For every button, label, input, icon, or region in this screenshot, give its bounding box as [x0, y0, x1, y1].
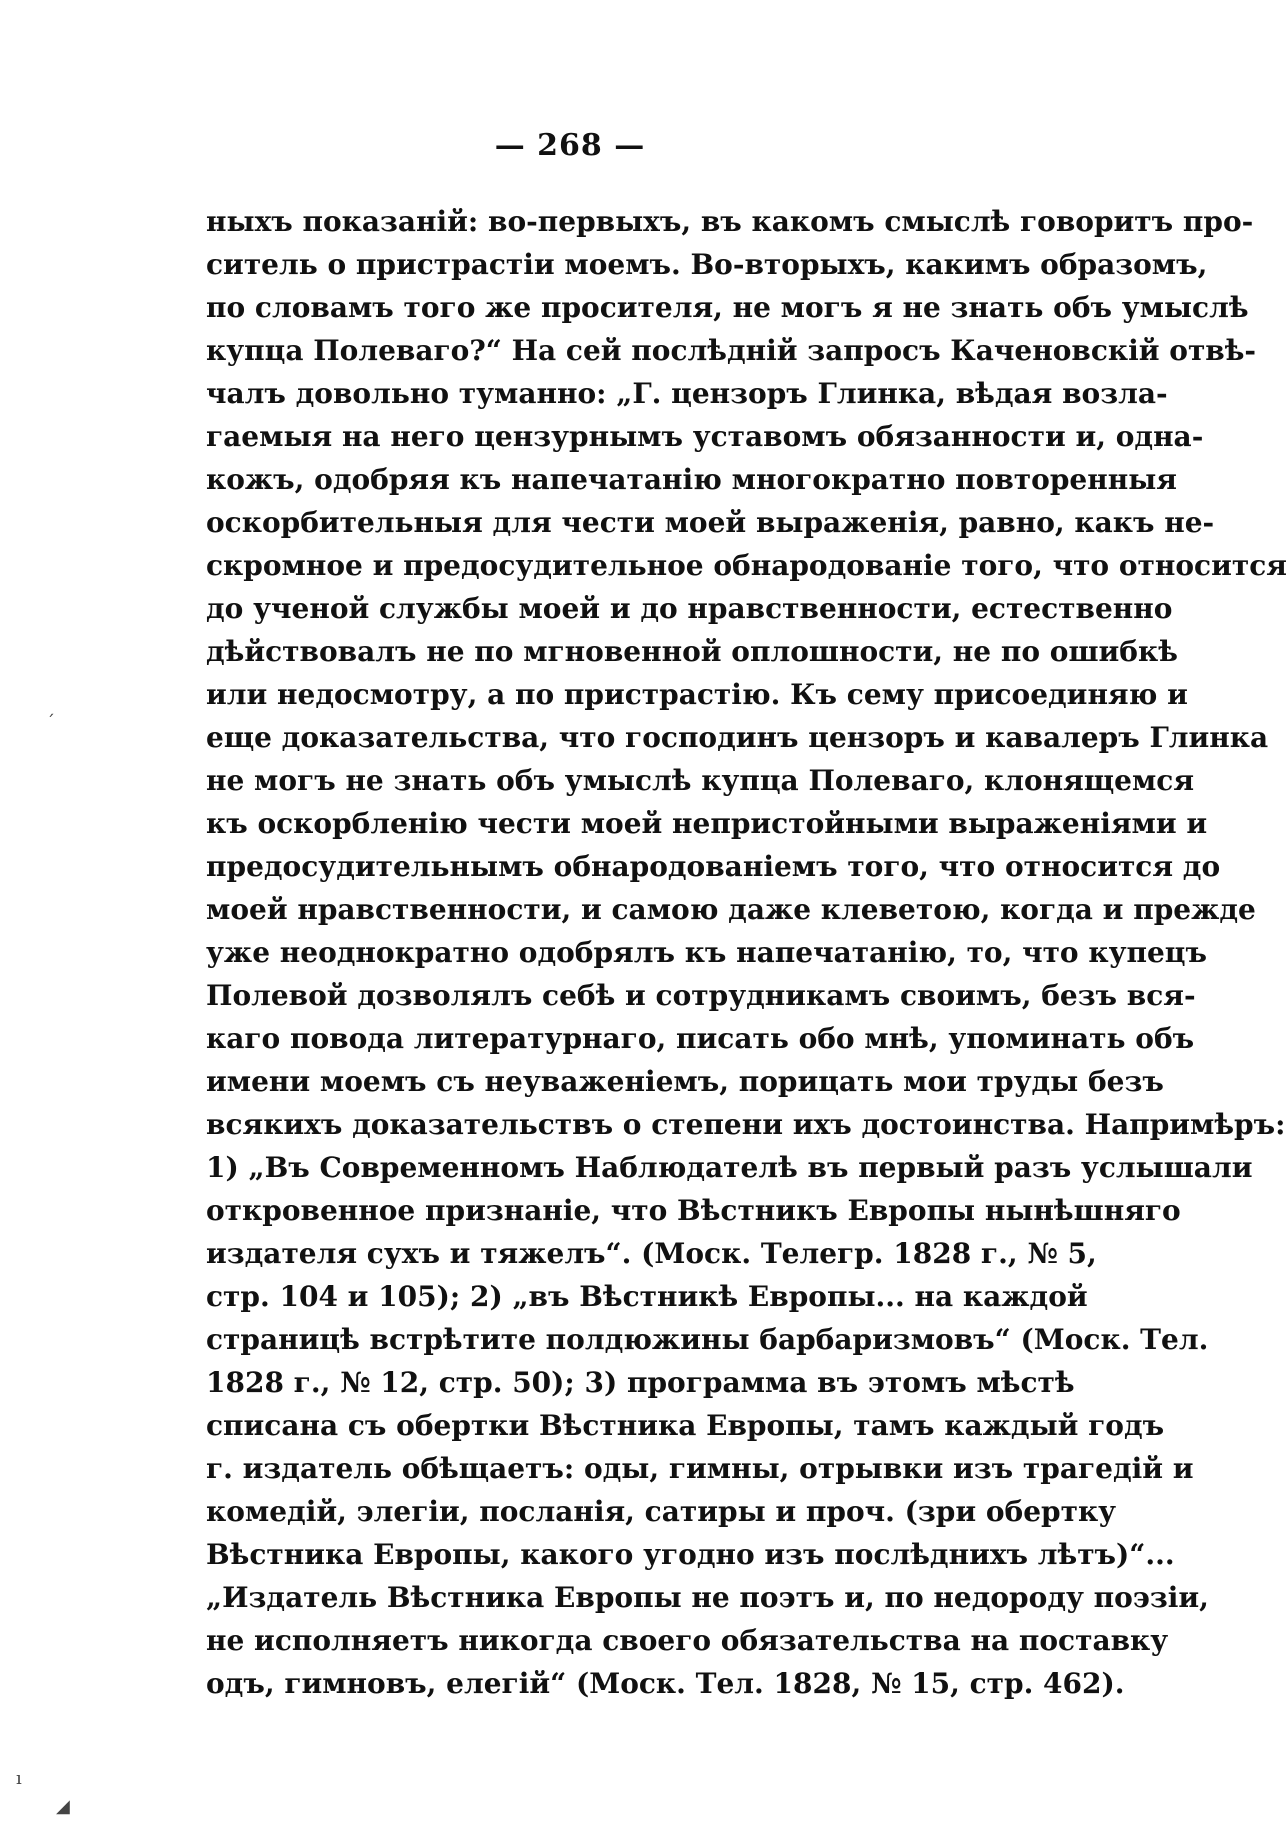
margin-mark: ◢: [56, 1796, 70, 1817]
text-line: уже неоднократно одобрялъ къ напечатанію, то, что купецъ: [206, 936, 1207, 969]
text-line: гаемыя на него цензурнымъ уставомъ обязанности и, одна-: [206, 420, 1204, 453]
text-line: „Издатель Вѣстника Европы не поэтъ и, по недороду поэзіи,: [206, 1581, 1209, 1614]
text-line: г. издатель обѣщаетъ: оды, гимны, отрывки изъ трагедій и: [206, 1452, 1194, 1485]
margin-mark: ı: [16, 1768, 22, 1789]
text-line: стр. 104 и 105); 2) „въ Вѣстникѣ Европы... на каждой: [206, 1280, 1088, 1313]
text-line: 1) „Въ Современномъ Наблюдателѣ въ первый разъ услышали: [206, 1151, 1253, 1184]
text-line: издателя сухъ и тяжелъ“. (Моск. Телегр. 1828 г., № 5,: [206, 1237, 1097, 1270]
body-text: [206, 200, 1287, 1705]
text-line: 1828 г., № 12, стр. 50); 3) программа въ этомъ мѣстѣ: [206, 1366, 1075, 1399]
text-line: кожъ, одобряя къ напечатанію многократно повторенныя: [206, 463, 1177, 496]
text-line: ситель о пристрастіи моемъ. Во-вторыхъ, какимъ образомъ,: [206, 248, 1208, 281]
text-line: страницѣ встрѣтите полдюжины барбаризмовъ“ (Моск. Тел.: [206, 1323, 1209, 1356]
text-line: откровенное признаніе, что Вѣстникъ Европы нынѣшняго: [206, 1194, 1181, 1227]
text-line: или недосмотру, а по пристрастію. Къ сему присоединяю и: [206, 678, 1188, 711]
text-line: по словамъ того же просителя, не могъ я не знать объ умыслѣ: [206, 291, 1249, 324]
page-number: — 268 —: [494, 128, 646, 163]
text-line: дѣйствовалъ не по мгновенной оплошности, не по ошибкѣ: [206, 635, 1178, 668]
text-line: списана съ обертки Вѣстника Европы, тамъ каждый годъ: [206, 1409, 1165, 1442]
text-line: всякихъ доказательствъ о степени ихъ достоинства. Напримѣръ:: [206, 1108, 1286, 1141]
text-line: предосудительнымъ обнародованіемъ того, что относится до: [206, 850, 1221, 883]
text-line: не исполняетъ никогда своего обязательства на поставку: [206, 1624, 1169, 1657]
text-line: одъ, гимновъ, елегій“ (Моск. Тел. 1828, № 15, стр. 462).: [206, 1667, 1125, 1700]
text-line: ныхъ показаній: во-первыхъ, въ какомъ смыслѣ говоритъ про-: [206, 205, 1254, 238]
text-line: скромное и предосудительное обнародованіе того, что относится: [206, 549, 1287, 582]
text-line: оскорбительныя для чести моей выраженія, равно, какъ не-: [206, 506, 1215, 539]
text-line: чалъ довольно туманно: „Г. цензоръ Глинка, вѣдая возла-: [206, 377, 1168, 410]
text-line: имени моемъ съ неуваженіемъ, порицать мои труды безъ: [206, 1065, 1164, 1098]
text-line: купца Полеваго?“ На сей послѣдній запросъ Каченовскій отвѣ-: [206, 334, 1257, 367]
text-line: Вѣстника Европы, какого угодно изъ послѣднихъ лѣтъ)“...: [206, 1538, 1175, 1571]
text-line: Полевой дозволялъ себѣ и сотрудникамъ своимъ, безъ вся-: [206, 979, 1196, 1012]
text-line: къ оскорбленію чести моей непристойными выраженіями и: [206, 807, 1208, 840]
text-line: каго повода литературнаго, писать обо мнѣ, упоминать объ: [206, 1022, 1195, 1055]
text-line: моей нравственности, и самою даже клеветою, когда и прежде: [206, 893, 1256, 926]
text-line: еще доказательства, что господинъ цензоръ и кавалеръ Глинка: [206, 721, 1269, 754]
margin-mark: ˊ: [46, 712, 55, 733]
text-line: комедій, элегіи, посланія, сатиры и проч. (зри обертку: [206, 1495, 1117, 1528]
text-line: до ученой службы моей и до нравственности, естественно: [206, 592, 1173, 625]
text-line: не могъ не знать объ умыслѣ купца Полеваго, клонящемся: [206, 764, 1195, 797]
